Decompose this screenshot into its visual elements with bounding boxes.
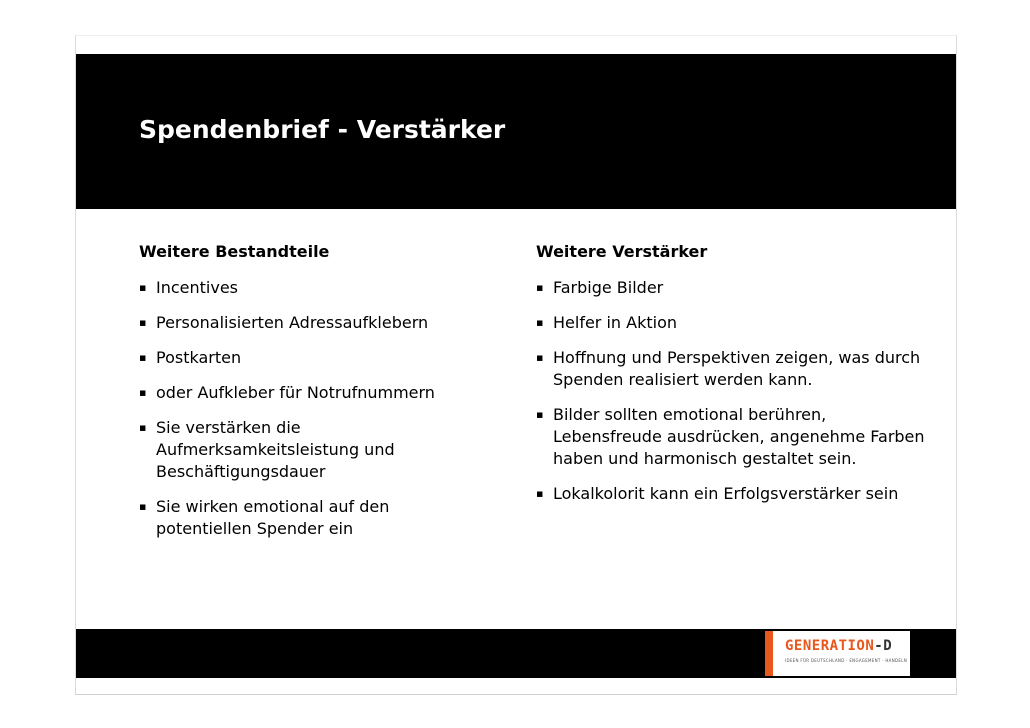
right-column-heading: Weitere Verstärker: [536, 242, 708, 261]
bullet-icon: ▪: [139, 386, 147, 399]
bullet-text: Lokalkolorit kann ein Erfolgsverstärker sein: [553, 484, 899, 503]
list-item: [536, 312, 936, 334]
bullet-icon: ▪: [536, 351, 544, 364]
left-bullet-list: [139, 277, 479, 540]
bullet-icon: ▪: [139, 500, 147, 513]
list-item: [139, 277, 479, 299]
bullet-text: Sie verstärken die Aufmerksamkeitsleistung und Beschäftigungsdauer: [156, 418, 395, 481]
list-item: [536, 404, 936, 470]
bullet-text: Postkarten: [156, 348, 242, 367]
right-bullet-list: [536, 277, 936, 505]
bullet-icon: ▪: [536, 408, 544, 421]
list-item: [139, 417, 479, 483]
bullet-icon: ▪: [139, 421, 147, 434]
bullet-text: Farbige Bilder: [553, 278, 664, 297]
list-item: [139, 382, 479, 404]
bullet-icon: ▪: [536, 487, 544, 500]
bullet-text: oder Aufkleber für Notrufnummern: [156, 383, 435, 402]
right-column: [536, 241, 936, 518]
bullet-icon: ▪: [139, 281, 147, 294]
generation-d-logo: [765, 631, 910, 676]
bullet-text: Sie wirken emotional auf den potentiellen Spender ein: [156, 497, 390, 538]
bullet-icon: ▪: [536, 281, 544, 294]
list-item: [139, 496, 479, 540]
bullet-icon: ▪: [139, 316, 147, 329]
logo-suffix-text: -D: [874, 638, 893, 654]
bullet-text: Incentives: [156, 278, 239, 297]
left-column: [139, 241, 479, 553]
list-item: [139, 312, 479, 334]
slide-title: Spendenbrief - Verstärker: [139, 115, 506, 144]
bullet-icon: ▪: [139, 351, 147, 364]
list-item: [536, 277, 936, 299]
bullet-icon: ▪: [536, 316, 544, 329]
slide: [75, 35, 957, 695]
bullet-text: Helfer in Aktion: [553, 313, 677, 332]
logo-main-text: GENERATION: [785, 638, 875, 654]
logo-wordmark: [785, 638, 892, 654]
logo-tagline: IDEEN FÜR DEUTSCHLAND · ENGAGEMENT · HANDELN: [785, 658, 908, 663]
bullet-text: Hoffnung und Perspektiven zeigen, was durch Spenden realisiert werden kann.: [553, 348, 921, 389]
list-item: [536, 347, 936, 391]
list-item: [536, 483, 936, 505]
logo-accent-bar: [765, 631, 773, 676]
list-item: [139, 347, 479, 369]
bullet-text: Personalisierten Adressaufklebern: [156, 313, 429, 332]
bullet-text: Bilder sollten emotional berühren, Lebensfreude ausdrücken, angenehme Farben haben und harmonisch gestaltet sein.: [553, 405, 925, 468]
left-column-heading: Weitere Bestandteile: [139, 242, 330, 261]
